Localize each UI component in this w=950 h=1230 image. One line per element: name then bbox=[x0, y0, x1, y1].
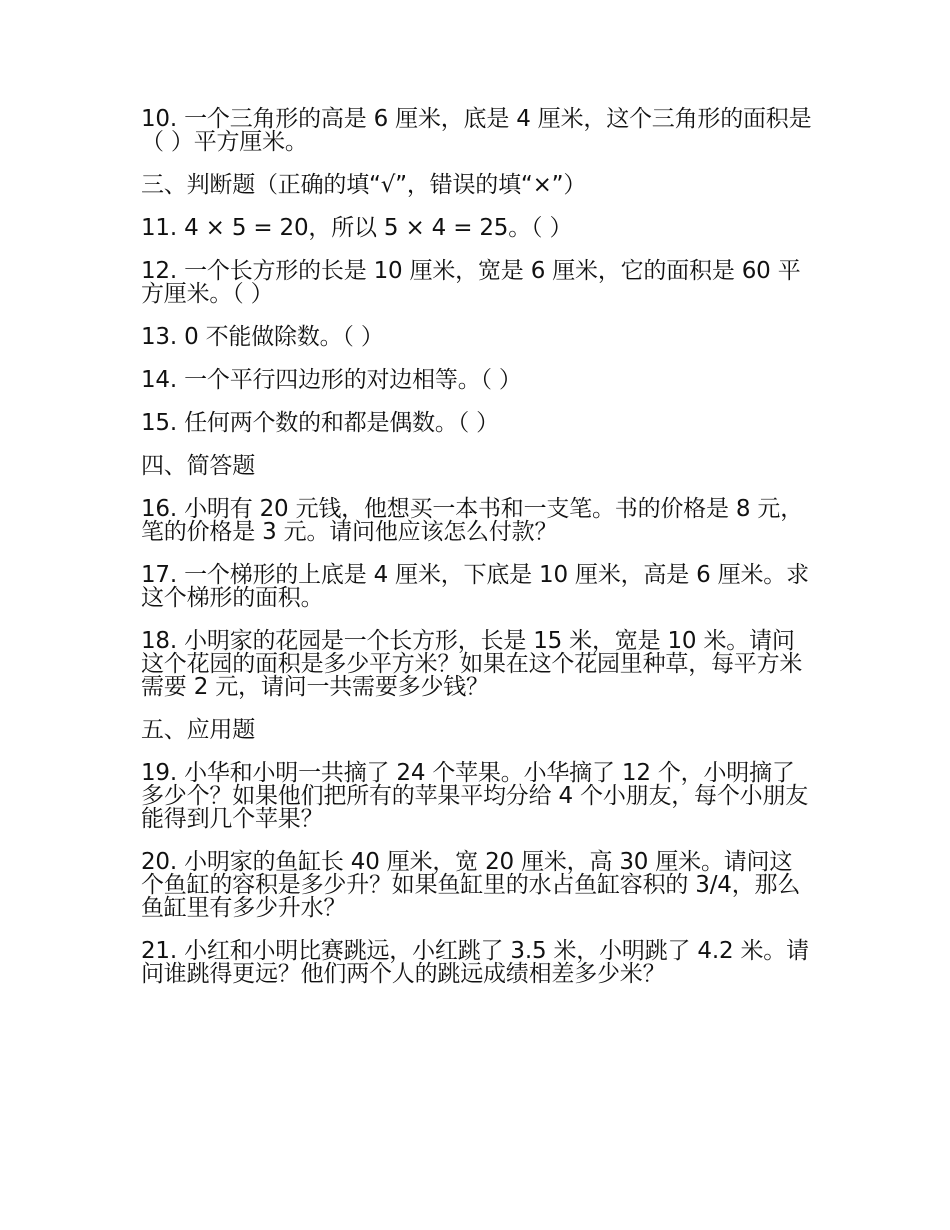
document-body bbox=[141, 108, 813, 1006]
question-16: 16. 小明有 20 元钱，他想买一本书和一支笔。书的价格是 8 元，笔的价格是 3 元。请问他应该怎么付款？ bbox=[141, 496, 804, 545]
question-18: 18. 小明家的花园是一个长方形，长是 15 米，宽是 10 米。请问这个花园的面积是多少平方米？如果在这个花园里种草，每平方米需要 2 元，请问一共需要多少钱？ bbox=[141, 628, 803, 700]
section-heading-short-answer: 四、简答题 bbox=[141, 453, 256, 479]
question-20: 20. 小明家的鱼缸长 40 厘米，宽 20 厘米，高 30 厘米。请问这个鱼缸的容积是多少升？如果鱼缸里的水占鱼缸容积的 3/4，那么鱼缸里有多少升水？ bbox=[141, 849, 801, 921]
question-19: 19. 小华和小明一共摘了 24 个苹果。小华摘了 12 个，小明摘了多少个？如果他们把所有的苹果平均分给 4 个小朋友，每个小朋友能得到几个苹果？ bbox=[141, 760, 809, 832]
question-21: 21. 小红和小明比赛跳远，小红跳了 3.5 米，小明跳了 4.2 米。请问谁跳得更远？他们两个人的跳远成绩相差多少米？ bbox=[141, 938, 809, 987]
question-17: 17. 一个梯形的上底是 4 厘米，下底是 10 厘米，高是 6 厘米。求这个梯形的面积。 bbox=[141, 562, 809, 611]
question-10: 10. 一个三角形的高是 6 厘米，底是 4 厘米，这个三角形的面积是（ ）平方厘米。 bbox=[141, 106, 812, 155]
section-heading-application: 五、应用题 bbox=[141, 717, 256, 743]
question-11: 11. 4 × 5 = 20，所以 5 × 4 = 25。（ ） bbox=[141, 215, 573, 241]
question-15: 15. 任何两个数的和都是偶数。（ ） bbox=[141, 410, 499, 436]
section-heading-judgment: 三、判断题（正确的填“√”，错误的填“×”） bbox=[141, 172, 587, 198]
question-14: 14. 一个平行四边形的对边相等。（ ） bbox=[141, 367, 522, 393]
question-12: 12. 一个长方形的长是 10 厘米，宽是 6 厘米，它的面积是 60 平方厘米。（ ） bbox=[141, 258, 801, 307]
question-13: 13. 0 不能做除数。（ ） bbox=[141, 324, 384, 350]
